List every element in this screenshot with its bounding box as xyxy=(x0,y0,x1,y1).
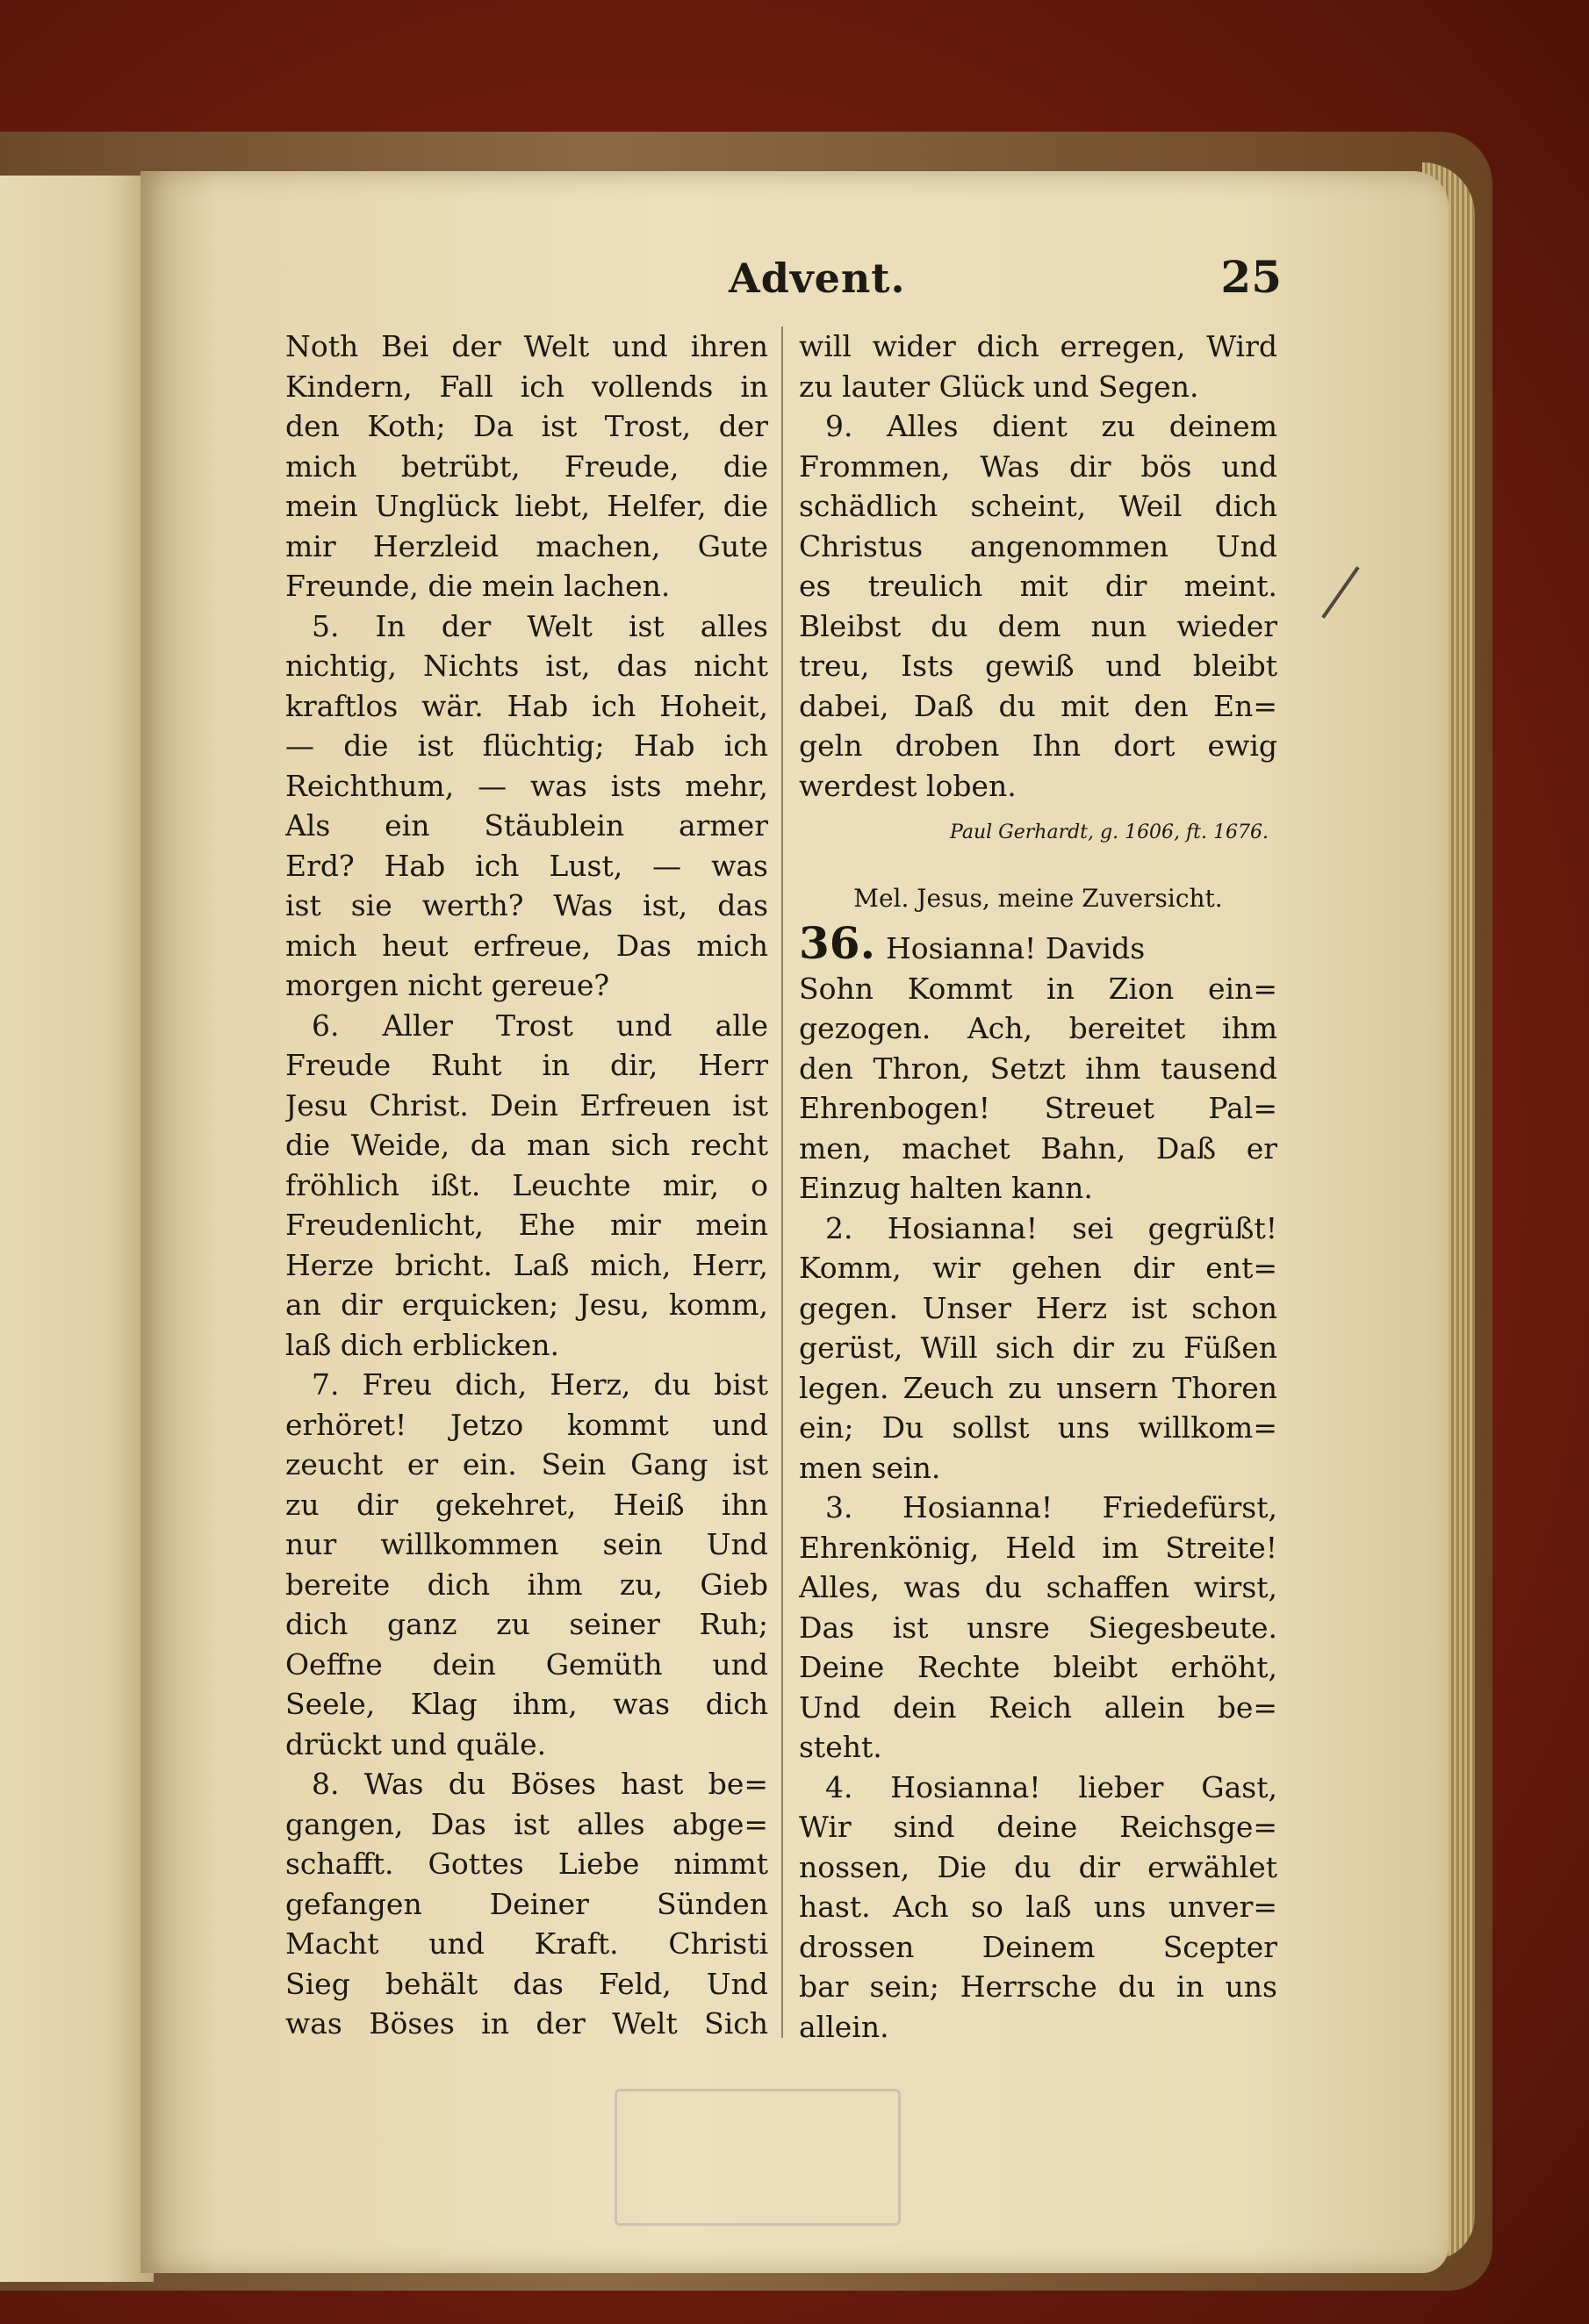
text-line: zu lauter Glück und Segen. xyxy=(799,369,1199,404)
text-line: Jesu Christ. Dein Erfreuen ist xyxy=(285,1087,768,1123)
facing-page-edge xyxy=(0,176,154,2282)
text-line: fröhlich ißt. Leuchte mir, o xyxy=(285,1167,768,1202)
text-line: gezogen. Ach, bereitet ihm xyxy=(799,1011,1277,1045)
text-line: morgen nicht gereue? xyxy=(285,968,610,1002)
text-line: an dir erquicken; Jesu, komm, xyxy=(285,1288,768,1322)
text-line: 2. Hosianna! sei gegrüßt! xyxy=(825,1210,1277,1245)
text-line: 7. Freu dich, Herz, du bist xyxy=(312,1367,768,1402)
text-line: 4. Hosianna! lieber Gast, xyxy=(825,1769,1277,1804)
hymn-first-line-text: Hosianna! Davids xyxy=(886,931,1146,965)
text-line: Seele, Klag ihm, was dich xyxy=(285,1687,768,1721)
text-line: 8. Was du Böses hast be= xyxy=(312,1767,768,1801)
page-header-title: Advent. xyxy=(729,255,906,302)
text-line: mich betrübt, Freude, die xyxy=(285,448,768,484)
left-text-column xyxy=(285,326,768,2044)
text-line: erhöret! Jetzo kommt und xyxy=(285,1407,768,1442)
hymn-number: 36. xyxy=(799,923,875,969)
text-line: gegen. Unser Herz ist schon xyxy=(799,1290,1277,1325)
text-line: mir Herzleid machen, Gute xyxy=(285,528,768,563)
text-line: schädlich scheint, Weil dich xyxy=(799,489,1277,523)
text-line: gefangen Deiner Sünden xyxy=(285,1886,768,1921)
text-line: Ehrenkönig, Held im Streite! xyxy=(799,1530,1277,1565)
text-line: Freudenlicht, Ehe mir mein xyxy=(285,1208,768,1242)
text-line: werdest loben. xyxy=(799,768,1017,803)
text-line: Macht und Kraft. Christi xyxy=(285,1926,768,1961)
text-line: Sohn Kommt in Zion ein= xyxy=(799,971,1277,1006)
author-credit: Paul Gerhardt, g. 1606, ft. 1676. xyxy=(950,821,1269,843)
hymn-35-ending xyxy=(799,326,1277,806)
text-line: Ehrenbogen! Streuet Pal= xyxy=(799,1091,1277,1125)
text-line: bar sein; Herrsche du in uns xyxy=(799,1969,1277,2004)
text-line: drossen Deinem Scepter xyxy=(799,1929,1277,1964)
text-line: Bleibst du dem nun wieder xyxy=(799,608,1277,643)
right-text-column xyxy=(799,326,1277,2047)
text-line: mein Unglück liebt, Helfer, die xyxy=(285,489,768,523)
text-line: Freunde, die mein lachen. xyxy=(285,569,671,603)
text-line: hast. Ach so laß uns unver= xyxy=(799,1890,1277,1924)
text-line: Freude Ruht in dir, Herr xyxy=(285,1048,768,1082)
text-line: was Böses in der Welt Sich xyxy=(285,2006,768,2041)
column-divider xyxy=(781,326,783,2038)
text-line: Wir sind deine Reichsge= xyxy=(799,1810,1277,1844)
text-line: kraftlos wär. Hab ich Hoheit, xyxy=(285,688,768,723)
text-line: laß dich erblicken. xyxy=(285,1327,559,1362)
text-line: mich heut erfreue, Das mich xyxy=(285,928,768,963)
faint-stamp-impression xyxy=(615,2089,901,2226)
text-line: Komm, wir gehen dir ent= xyxy=(799,1251,1277,1285)
text-line: dich ganz zu seiner Ruh; xyxy=(285,1607,768,1641)
text-line: legen. Zeuch zu unsern Thoren xyxy=(799,1370,1277,1405)
text-line: Noth Bei der Welt und ihren xyxy=(285,329,768,363)
page-number: 25 xyxy=(1220,251,1282,303)
text-line: geln droben Ihn dort ewig xyxy=(799,728,1277,763)
hymn-36-first-line xyxy=(799,923,1277,969)
text-line: Herze bricht. Laß mich, Herr, xyxy=(285,1247,768,1282)
text-line: Kindern, Fall ich vollends in xyxy=(285,369,768,404)
melody-note: Mel. Jesus, meine Zuversicht. xyxy=(853,884,1223,913)
hymn-36-verses xyxy=(799,969,1277,2048)
text-line: men, machet Bahn, Daß er xyxy=(799,1130,1277,1166)
text-line: Reichthum, — was ists mehr, xyxy=(285,768,768,803)
text-line: schafft. Gottes Liebe nimmt xyxy=(285,1847,768,1881)
text-line: steht. xyxy=(799,1730,882,1764)
text-line: Deine Rechte bleibt erhöht, xyxy=(799,1650,1277,1684)
text-line: 9. Alles dient zu deinem xyxy=(825,409,1277,443)
text-line: Als ein Stäublein armer xyxy=(285,808,768,843)
text-line: dabei, Daß du mit den En= xyxy=(799,688,1277,723)
text-line: es treulich mit dir meint. xyxy=(799,569,1277,603)
text-line: den Koth; Da ist Trost, der xyxy=(285,409,768,443)
text-line: zeucht er ein. Sein Gang ist xyxy=(285,1447,768,1481)
text-line: 3. Hosianna! Friedefürst, xyxy=(825,1490,1277,1524)
text-line: drückt und quäle. xyxy=(285,1726,547,1761)
text-line: Christus angenommen Und xyxy=(799,528,1277,563)
text-line: die Weide, da man sich recht xyxy=(285,1128,768,1162)
text-line: nichtig, Nichts ist, das nicht xyxy=(285,649,768,683)
text-line: Alles, was du schaffen wirst, xyxy=(799,1570,1277,1604)
text-line: treu, Ists gewiß und bleibt xyxy=(799,649,1277,683)
text-line: Frommen, Was dir bös und xyxy=(799,448,1277,484)
text-line: nur willkommen sein Und xyxy=(285,1527,768,1561)
text-line: 6. Aller Trost und alle xyxy=(312,1008,768,1043)
text-line: ein; Du sollst uns willkom= xyxy=(799,1410,1277,1445)
text-line: Erd? Hab ich Lust, — was xyxy=(285,848,768,883)
text-line: den Thron, Setzt ihm tausend xyxy=(799,1051,1277,1086)
text-line: bereite dich ihm zu, Gieb xyxy=(285,1567,768,1602)
text-line: — die ist flüchtig; Hab ich xyxy=(285,728,768,763)
text-line: zu dir gekehret, Heiß ihn xyxy=(285,1487,768,1522)
text-line: gerüst, Will sich dir zu Füßen xyxy=(799,1331,1277,1365)
text-line: gangen, Das ist alles abge= xyxy=(285,1806,768,1841)
text-line: Einzug halten kann. xyxy=(799,1171,1093,1205)
text-line: will wider dich erregen, Wird xyxy=(799,329,1277,363)
text-line: Das ist unsre Siegesbeute. xyxy=(799,1610,1277,1645)
text-line: allein. xyxy=(799,2009,889,2044)
text-line: Sieg behält das Feld, Und xyxy=(285,1966,768,2001)
text-line: ist sie werth? Was ist, das xyxy=(285,888,768,922)
text-line: men sein. xyxy=(799,1450,941,1485)
text-line: 5. In der Welt ist alles xyxy=(312,608,768,643)
text-line: Und dein Reich allein be= xyxy=(799,1689,1277,1725)
text-line: nossen, Die du dir erwählet xyxy=(799,1849,1277,1884)
text-line: Oeffne dein Gemüth und xyxy=(285,1646,768,1682)
